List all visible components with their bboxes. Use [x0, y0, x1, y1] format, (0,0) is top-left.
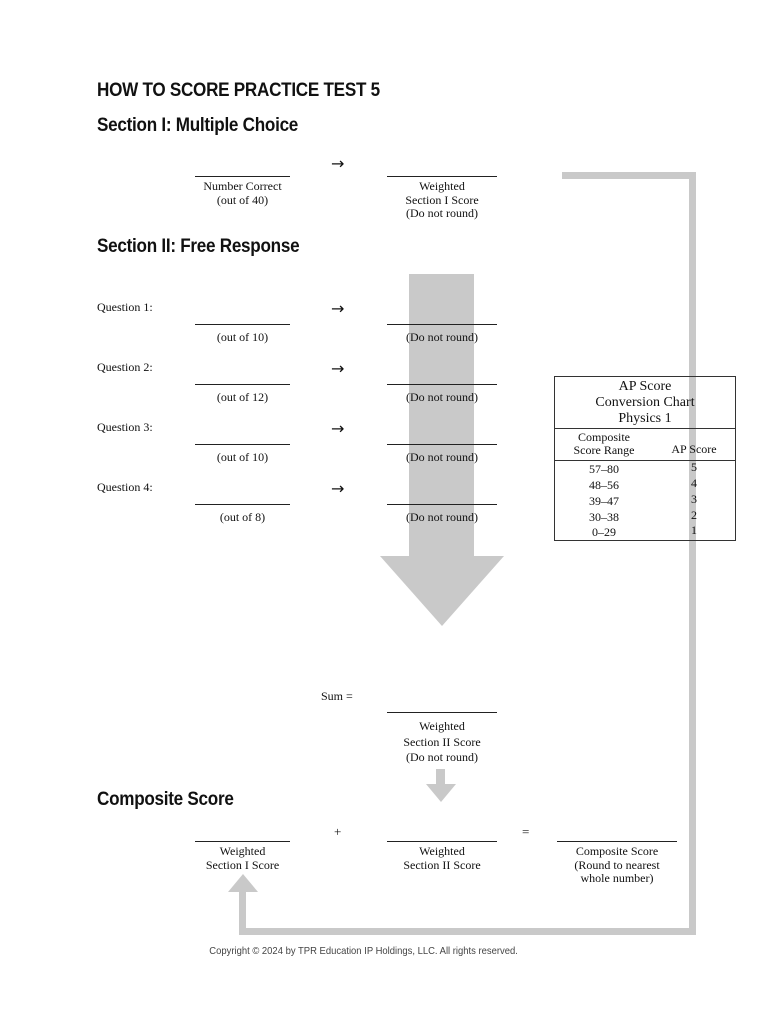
small-arrow-down-icon	[426, 784, 456, 802]
question2-out-of: (out of 12)	[216, 390, 269, 404]
composite-section2-blank[interactable]	[387, 841, 497, 842]
chart-col-score-header: AP Score	[671, 442, 717, 456]
question1-raw-blank[interactable]	[195, 324, 290, 325]
plus-sign: +	[334, 824, 342, 839]
composite-section2-caption: Weighted Section II Score	[403, 844, 481, 872]
section1-arrow-icon: →	[331, 154, 345, 173]
question4-raw-blank[interactable]	[195, 504, 290, 505]
equals-sign: =	[522, 824, 530, 839]
question3-out-of: (out of 10)	[216, 450, 269, 464]
chart-range-cell: 0–29	[592, 525, 616, 539]
question3-label: Question 3:	[97, 420, 153, 434]
question1-out-of: (out of 10)	[216, 330, 269, 344]
connector-up	[239, 888, 246, 935]
sum-label: Sum =	[321, 689, 353, 703]
chart-score-cell: 5	[691, 460, 697, 474]
weighted-section1-caption: Weighted Section I Score (Do not round)	[405, 179, 479, 220]
composite-score-caption: Composite Score (Round to nearest whole number)	[574, 844, 660, 885]
chart-range-cell: 57–80	[589, 462, 619, 476]
weighted-section1-blank[interactable]	[387, 176, 497, 177]
question2-weighted-blank[interactable]	[387, 384, 497, 385]
connector-arrow-up-icon	[228, 874, 258, 892]
question3-note: (Do not round)	[406, 450, 478, 464]
page-title: HOW TO SCORE PRACTICE TEST 5	[97, 80, 380, 101]
chart-range-cell: 30–38	[589, 510, 619, 524]
composite-score-blank[interactable]	[557, 841, 677, 842]
question4-weighted-blank[interactable]	[387, 504, 497, 505]
connector-top	[562, 172, 696, 179]
chart-range-cell: 48–56	[589, 478, 619, 492]
chart-col-range-header: Composite Score Range	[573, 430, 635, 457]
section1-heading: Section I: Multiple Choice	[97, 115, 299, 136]
chart-range-cell: 39–47	[589, 494, 619, 508]
connector-bottom	[239, 928, 696, 935]
question1-label: Question 1:	[97, 300, 153, 314]
chart-score-cell: 2	[691, 508, 697, 522]
ap-score-conversion-chart	[554, 376, 736, 541]
question1-note: (Do not round)	[406, 330, 478, 344]
number-correct-blank[interactable]	[195, 176, 290, 177]
chart-score-cell: 4	[691, 476, 697, 490]
number-correct-caption: Number Correct (out of 40)	[203, 179, 282, 207]
question3-arrow-icon: →	[331, 419, 345, 438]
weighted-section2-caption: Weighted Section II Score (Do not round)	[403, 719, 481, 764]
chart-title: AP Score Conversion Chart Physics 1	[595, 379, 695, 426]
composite-heading: Composite Score	[97, 789, 234, 810]
question4-label: Question 4:	[97, 480, 153, 494]
composite-section1-caption: Weighted Section I Score	[205, 844, 280, 872]
question3-raw-blank[interactable]	[195, 444, 290, 445]
chart-score-cell: 1	[691, 523, 697, 537]
small-arrow-shaft	[436, 769, 445, 785]
flow-arrow-head-icon	[380, 556, 504, 626]
section2-heading: Section II: Free Response	[97, 236, 300, 257]
question4-out-of: (out of 8)	[219, 510, 266, 524]
question2-arrow-icon: →	[331, 359, 345, 378]
question4-note: (Do not round)	[406, 510, 478, 524]
question2-note: (Do not round)	[406, 390, 478, 404]
chart-divider	[555, 428, 735, 429]
question1-weighted-blank[interactable]	[387, 324, 497, 325]
question4-arrow-icon: →	[331, 479, 345, 498]
weighted-section2-blank[interactable]	[387, 712, 497, 713]
question1-arrow-icon: →	[331, 299, 345, 318]
chart-score-cell: 3	[691, 492, 697, 506]
question3-weighted-blank[interactable]	[387, 444, 497, 445]
question2-label: Question 2:	[97, 360, 153, 374]
question2-raw-blank[interactable]	[195, 384, 290, 385]
composite-section1-blank[interactable]	[195, 841, 290, 842]
copyright-footer: Copyright © 2024 by TPR Education IP Holdings, LLC. All rights reserved.	[209, 945, 518, 957]
connector-right	[689, 172, 696, 935]
